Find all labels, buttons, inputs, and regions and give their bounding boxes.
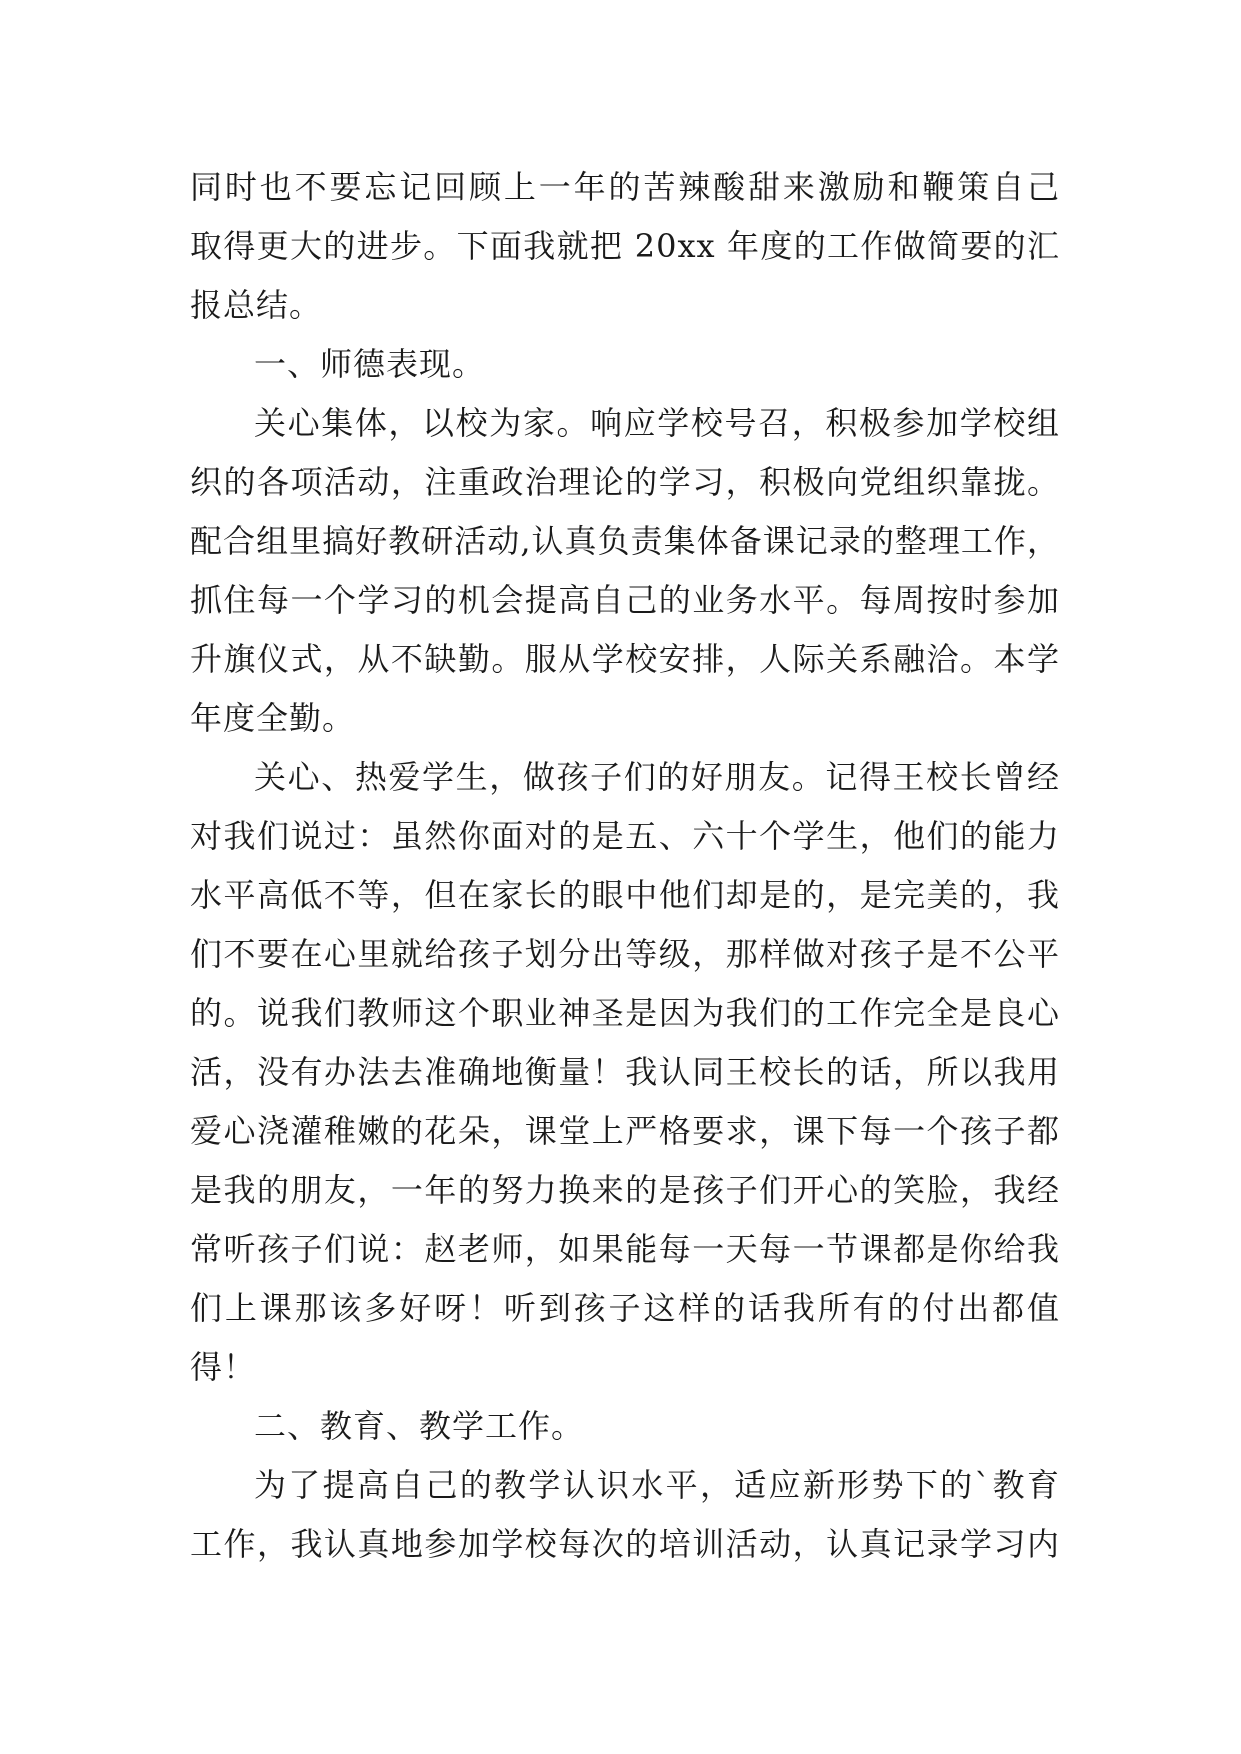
text-line: 常听孩子们说：赵老师，如果能每一天每一节课都是你给我 — [190, 1230, 1060, 1268]
text-line: 工作，我认真地参加学校每次的培训活动，认真记录学习内 — [190, 1525, 1060, 1563]
text-line: 得！ — [190, 1348, 257, 1386]
text-line: 们上课那该多好呀！听到孩子这样的话我所有的付出都值 — [190, 1289, 1060, 1327]
paragraph-first-line: 为了提高自己的教学认识水平，适应新形势下的`教育 — [254, 1466, 1060, 1504]
text-line: 报总结。 — [190, 286, 323, 324]
text-line: 抓住每一个学习的机会提高自己的业务水平。每周按时参加 — [190, 581, 1060, 619]
text-line: 的。说我们教师这个职业神圣是因为我们的工作完全是良心 — [190, 994, 1060, 1032]
text-line: 织的各项活动，注重政治理论的学习，积极向党组织靠拢。 — [190, 463, 1060, 501]
text-line: 年度全勤。 — [190, 699, 356, 737]
text-line: 取得更大的进步。下面我就把 20xx 年度的工作做简要的汇 — [190, 227, 1060, 265]
text-line: 爱心浇灌稚嫩的花朵，课堂上严格要求，课下每一个孩子都 — [190, 1112, 1060, 1150]
text-line: 水平高低不等，但在家长的眼中他们却是的，是完美的，我 — [190, 876, 1060, 914]
text-line: 同时也不要忘记回顾上一年的苦辣酸甜来激励和鞭策自己 — [190, 168, 1060, 206]
text-line: 活，没有办法去准确地衡量！我认同王校长的话，所以我用 — [190, 1053, 1060, 1091]
section-heading: 一、师德表现。 — [254, 345, 486, 383]
paragraph-first-line: 关心集体，以校为家。响应学校号召，积极参加学校组 — [254, 404, 1060, 442]
section-heading: 二、教育、教学工作。 — [254, 1407, 585, 1445]
text-line: 升旗仪式，从不缺勤。服从学校安排，人际关系融洽。本学 — [190, 640, 1060, 678]
text-line: 对我们说过：虽然你面对的是五、六十个学生，他们的能力 — [190, 817, 1060, 855]
text-line: 是我的朋友，一年的努力换来的是孩子们开心的笑脸，我经 — [190, 1171, 1060, 1209]
text-line: 配合组里搞好教研活动,认真负责集体备课记录的整理工作， — [190, 522, 1060, 560]
paragraph-first-line: 关心、热爱学生，做孩子们的好朋友。记得王校长曾经 — [254, 758, 1060, 796]
text-line: 们不要在心里就给孩子划分出等级，那样做对孩子是不公平 — [190, 935, 1060, 973]
document-body — [190, 158, 1060, 1574]
